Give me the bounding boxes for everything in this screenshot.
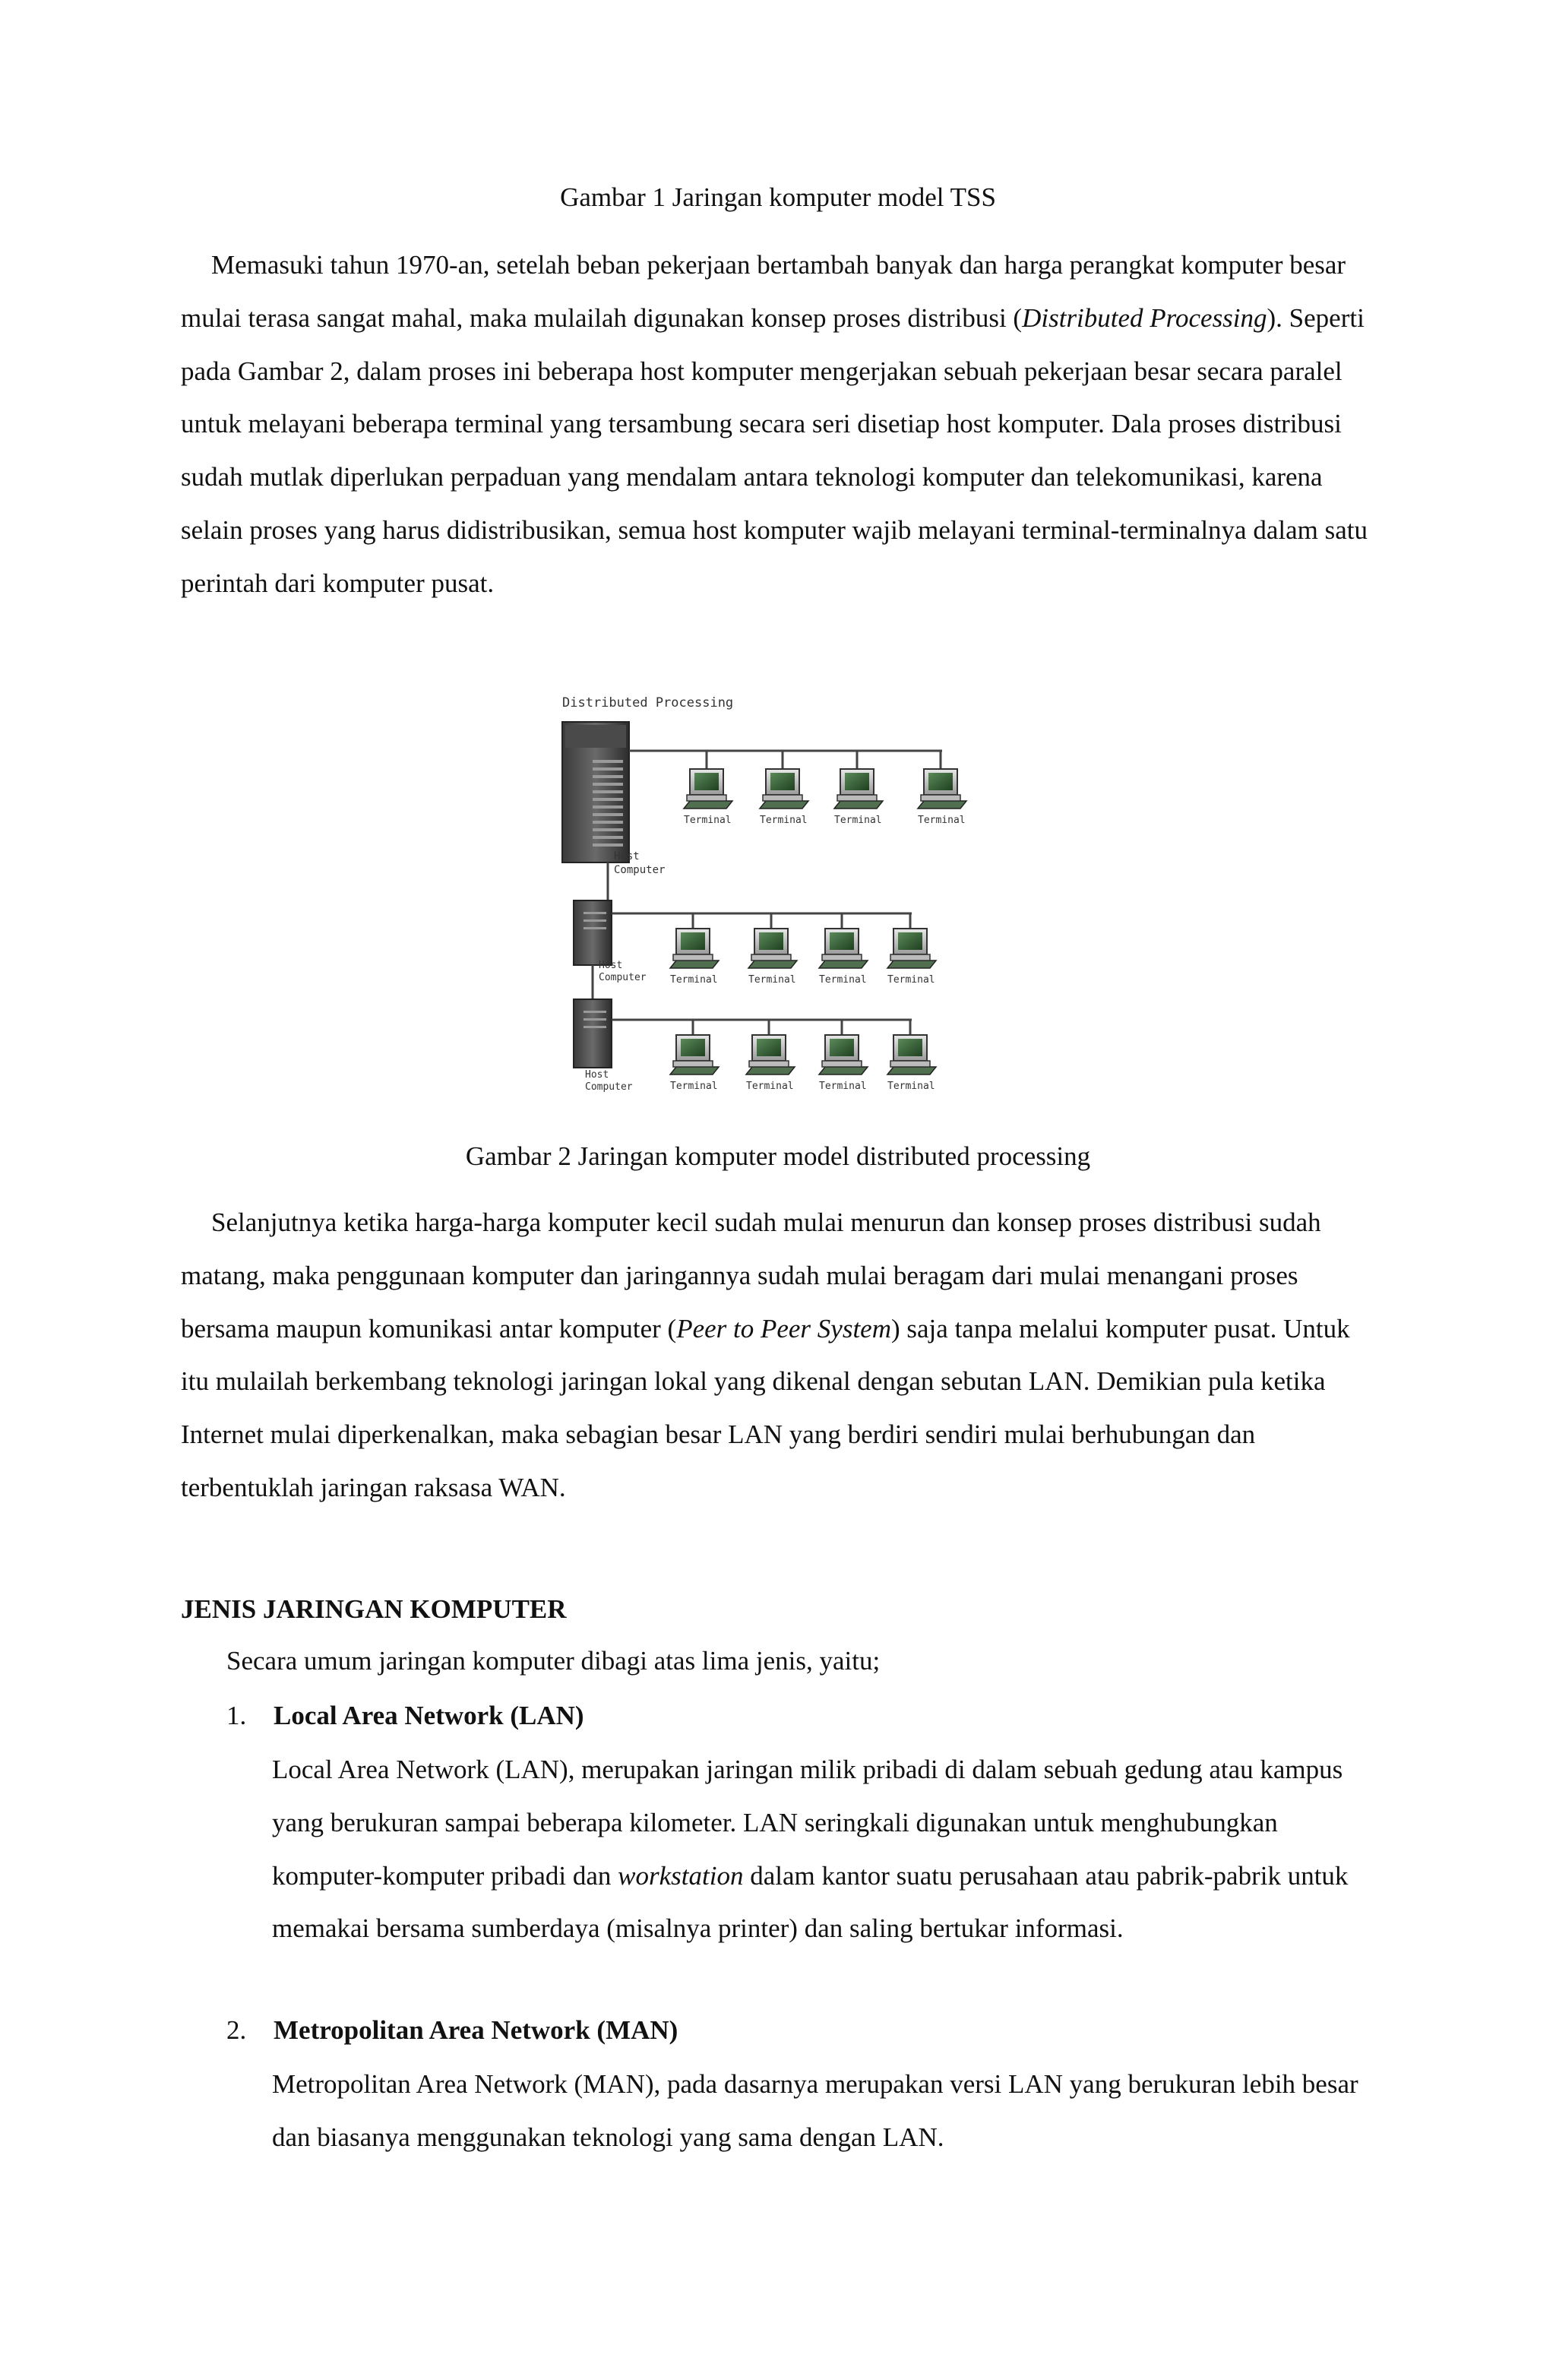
para1-italic-term: Distributed Processing: [1022, 302, 1267, 333]
para1-text-before: Memasuki tahun 1970-an, setelah beban pekerjaan bertambah banyak dan harga perangkat komputer besar mulai terasa sangat mahal, maka mulailah digunakan konsep proses distribusi (: [181, 250, 1346, 333]
terminal-label: Terminal: [684, 815, 732, 826]
terminal-label: Terminal: [887, 1081, 935, 1092]
list-item-man-body: Metropolitan Area Network (MAN), pada dasarnya merupakan versi LAN yang berukuran lebih besar dan biasanya menggunakan teknologi yang sama dengan LAN.: [272, 2069, 1358, 2152]
terminal-computer: [887, 1035, 936, 1074]
list-item-title: Metropolitan Area Network (MAN): [274, 2015, 678, 2045]
section-intro: Secara umum jaringan komputer dibagi atas lima jenis, yaitu;: [226, 1646, 881, 1676]
terminal-computer: [760, 769, 808, 809]
lan-italic-term: workstation: [618, 1860, 744, 1891]
lan-text-after: dalam kantor suatu perusahaan atau pabrik-pabrik untuk memakai bersama sumberdaya (misalnya printer) dan saling bertukar informasi.: [272, 1860, 1349, 1944]
terminal-computer: [670, 1035, 719, 1074]
diagram-title: Distributed Processing: [562, 695, 734, 711]
terminals: [670, 769, 966, 1092]
terminal-label: Terminal: [670, 974, 718, 986]
list-item-number: 1.: [226, 1701, 247, 1730]
terminal-computer: [887, 929, 936, 968]
list-item-number: 2.: [226, 2015, 247, 2045]
main-host-computer: [562, 722, 629, 862]
figure-distributed-processing-diagram: [555, 684, 988, 1106]
host-computer-3: [574, 999, 612, 1068]
para1-text-after: ). Seperti pada Gambar 2, dalam proses ini beberapa host komputer mengerjakan sebuah pekerjaan besar secara paralel untuk melayani beberapa terminal yang tersambung secara seri disetiap host komputer. Dala proses distribusi sudah mutlak diperlukan perpaduan yang mendalam antara teknologi komputer dan telekomunikasi, karena selain proses yang harus didistribusikan, semua host komputer wajib melayani terminal-terminalnya dalam satu perintah dari komputer pusat.: [181, 302, 1368, 598]
terminal-computer: [834, 769, 883, 809]
terminal-label: Terminal: [819, 974, 867, 986]
host-label-2-line1: Host: [599, 960, 623, 971]
terminal-label: Terminal: [748, 974, 796, 986]
terminal-computer: [748, 929, 797, 968]
terminal-label: Terminal: [834, 815, 882, 826]
host-computer-2: [574, 900, 612, 965]
terminal-computer: [819, 1035, 868, 1074]
list-item-lan-title: [226, 1701, 584, 1731]
host-label-2-line2: Computer: [599, 972, 647, 983]
list-item-lan-body: [272, 1743, 1366, 1955]
host-label-3-line2: Computer: [585, 1081, 633, 1093]
section-heading: JENIS JARINGAN KOMPUTER: [181, 1594, 567, 1624]
row-3-bus: [612, 1020, 912, 1035]
host-label-1-line2: Computer: [614, 864, 666, 876]
figure-2-caption: Gambar 2 Jaringan komputer model distributed processing: [465, 1141, 1091, 1171]
list-item-man-title: [226, 2015, 678, 2046]
lan-text-before: Local Area Network (LAN), merupakan jaringan milik pribadi di dalam sebuah gedung atau kampus yang berukuran sampai beberapa kilometer. LAN seringkali digunakan untuk menghubungkan komputer-komputer pribadi dan: [272, 1755, 1343, 1891]
network-diagram: [555, 684, 988, 1106]
host-label-1-line1: Host: [614, 850, 640, 862]
terminal-label: Terminal: [760, 815, 808, 826]
terminal-label: Terminal: [746, 1081, 794, 1092]
terminal-label: Terminal: [918, 815, 966, 826]
terminal-computer: [819, 929, 868, 968]
terminal-computer: [918, 769, 966, 809]
terminal-label: Terminal: [887, 974, 935, 986]
terminal-label: Terminal: [670, 1081, 718, 1092]
para2-italic-term: Peer to Peer System: [676, 1313, 891, 1343]
host-label-3-line1: Host: [585, 1069, 609, 1081]
para2-text-after: ) saja tanpa melalui komputer pusat. Untuk itu mulailah berkembang teknologi jaringan lokal yang dikenal dengan sebutan LAN. Demikian pula ketika Internet mulai diperkenalkan, maka sebagian besar LAN yang berdiri sendiri mulai berhubungan dan terbentuklah jaringan raksasa WAN.: [181, 1313, 1350, 1502]
terminal-label: Terminal: [819, 1081, 867, 1092]
terminal-computer: [684, 769, 732, 809]
paragraph-distributed-processing: [181, 239, 1381, 610]
paragraph-peer-to-peer: [181, 1196, 1381, 1514]
figure-1-caption: Gambar 1 Jaringan komputer model TSS: [560, 182, 996, 212]
terminal-computer: [746, 1035, 795, 1074]
terminal-computer: [670, 929, 719, 968]
list-item-title: Local Area Network (LAN): [274, 1701, 584, 1730]
para2-text-before: Selanjutnya ketika harga-harga komputer kecil sudah mulai menurun dan konsep proses distribusi sudah matang, maka penggunaan komputer dan jaringannya sudah mulai beragam dari mulai menangani proses bersama maupun komunikasi antar komputer (: [181, 1207, 1321, 1343]
